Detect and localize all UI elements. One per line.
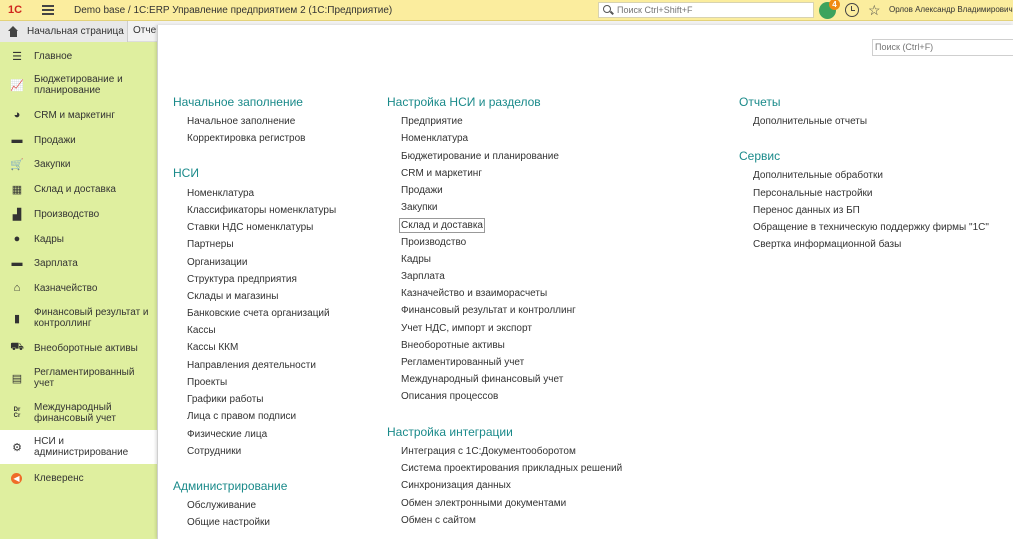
command-link[interactable]: Классификаторы номенклатуры: [187, 205, 337, 216]
sidebar-item-payroll[interactable]: [0, 252, 157, 274]
section-title: Сервис: [739, 149, 781, 163]
command-link[interactable]: Продажи: [401, 185, 443, 196]
command-link-focused[interactable]: Склад и доставка: [401, 220, 483, 231]
command-link[interactable]: CRM и маркетинг: [401, 168, 482, 179]
section-title: Настройка НСИ и разделов: [387, 95, 541, 109]
person-icon: ●: [13, 233, 21, 245]
wallet-icon: ▬: [11, 257, 23, 269]
command-link[interactable]: Обращение в техническую поддержку фирмы "1С": [753, 222, 989, 233]
sidebar-item-label: Бюджетирование и планирование: [34, 74, 123, 96]
panel-search[interactable]: [872, 39, 1013, 56]
command-link[interactable]: Закупки: [401, 202, 438, 213]
command-link[interactable]: Склады и магазины: [187, 291, 279, 302]
command-link[interactable]: Производство: [401, 237, 467, 248]
command-link[interactable]: Международный финансовый учет: [401, 374, 564, 385]
cart-icon: 🛒: [10, 158, 24, 171]
command-link[interactable]: Графики работы: [187, 394, 264, 405]
sidebar-item-label: Зарплата: [34, 257, 78, 269]
title-bar: [0, 0, 1013, 21]
tab-home[interactable]: [0, 21, 128, 42]
global-search[interactable]: [598, 2, 814, 18]
command-link[interactable]: Бюджетирование и планирование: [401, 151, 559, 162]
current-user[interactable]: Орлов Александр Владимирович: [889, 5, 1013, 14]
cash-icon: ▬: [11, 134, 23, 146]
sidebar-item-regulated-accounting[interactable]: [0, 365, 157, 391]
sidebar-item-warehouse[interactable]: [0, 178, 157, 200]
sidebar-item-sales[interactable]: [0, 129, 157, 151]
favorites-star-icon[interactable]: ☆: [868, 2, 881, 18]
command-link[interactable]: Система проектирования прикладных решений: [401, 463, 623, 474]
chart-icon: 📈: [10, 79, 24, 92]
sidebar-item-purchases[interactable]: [0, 153, 157, 175]
sidebar-item-nsi-admin[interactable]: [0, 430, 157, 464]
sidebar-item-label: Регламентированный учет: [34, 367, 135, 389]
command-link[interactable]: Обмен электронными документами: [401, 498, 567, 509]
command-link[interactable]: Обслуживание: [187, 500, 257, 511]
bars-icon: ▮: [13, 312, 21, 325]
command-link[interactable]: Интеграция с 1С:Документооборотом: [401, 446, 576, 457]
sidebar-item-label: Склад и доставка: [34, 183, 116, 195]
1c-logo: 1С: [8, 4, 23, 16]
command-link[interactable]: Направления деятельности: [187, 360, 316, 371]
section-title: НСИ: [173, 166, 199, 180]
notifications-badge: 4: [829, 0, 840, 10]
sidebar-item-crm[interactable]: [0, 104, 157, 126]
command-link[interactable]: Казначейство и взаиморасчеты: [401, 288, 548, 299]
sidebar-item-label: Финансовый результат и контроллинг: [34, 307, 149, 329]
pie-icon: ◕: [13, 109, 21, 121]
section-title: Настройка интеграции: [387, 425, 513, 439]
panel-search-input[interactable]: [875, 42, 1013, 52]
history-icon[interactable]: [845, 3, 859, 17]
command-link[interactable]: Синхронизация данных: [401, 480, 511, 491]
command-link[interactable]: Начальное заполнение: [187, 116, 296, 127]
command-link[interactable]: Кассы ККМ: [187, 342, 239, 353]
command-link[interactable]: Банковские счета организаций: [187, 308, 330, 319]
sidebar-item-ifrs[interactable]: [0, 400, 157, 426]
command-link[interactable]: Зарплата: [401, 271, 445, 282]
command-link[interactable]: Учет НДС, импорт и экспорт: [401, 323, 532, 334]
section-title: Администрирование: [173, 479, 288, 493]
tab-home-label: Начальная страница: [27, 26, 124, 37]
search-icon: [602, 4, 614, 16]
sidebar-item-label: Закупки: [34, 158, 71, 170]
command-link[interactable]: Сотрудники: [187, 446, 242, 457]
truck-icon: ⛟: [10, 341, 24, 353]
command-link[interactable]: Свертка информационной базы: [753, 239, 902, 250]
command-link[interactable]: Проекты: [187, 377, 228, 388]
command-link[interactable]: Дополнительные отчеты: [753, 116, 868, 127]
dr-cr-icon: Dr Cr: [13, 407, 21, 419]
section-title: Отчеты: [739, 95, 781, 109]
factory-icon: ▟: [12, 208, 22, 221]
command-link[interactable]: Корректировка регистров: [187, 133, 306, 144]
sidebar-item-label: Производство: [34, 208, 100, 220]
sidebar-item-treasury[interactable]: [0, 277, 157, 299]
menu-list-icon: ☰: [12, 50, 22, 63]
notifications-icon[interactable]: [819, 2, 836, 19]
home-icon: [7, 26, 19, 38]
command-link[interactable]: Кадры: [401, 254, 431, 265]
command-link[interactable]: Перенос данных из БП: [753, 205, 860, 216]
global-search-input[interactable]: [617, 5, 807, 15]
sidebar-item-label: Казначейство: [34, 282, 98, 294]
section-title: Начальное заполнение: [173, 95, 303, 109]
command-link[interactable]: Организации: [187, 257, 248, 268]
section-functions-panel: [157, 25, 1013, 539]
command-link[interactable]: Партнеры: [187, 239, 234, 250]
cleverence-icon: ◀: [11, 473, 22, 484]
sidebar-item-financial-result[interactable]: [0, 305, 157, 331]
sidebar-item-fixed-assets[interactable]: [0, 337, 157, 359]
command-link[interactable]: Номенклатура: [187, 188, 255, 199]
sidebar-item-label: Клеверенс: [34, 472, 84, 484]
sidebar-item-cleverence[interactable]: [0, 467, 157, 489]
ledger-icon: ▤: [11, 372, 23, 385]
grid-icon: ▦: [11, 183, 23, 196]
sidebar-item-label: Продажи: [34, 134, 76, 146]
sidebar-item-label: Главное: [34, 50, 73, 62]
command-link[interactable]: Общие настройки: [187, 517, 270, 528]
command-link[interactable]: Персональные настройки: [753, 188, 873, 199]
bank-icon: ⌂: [13, 282, 21, 294]
sidebar-item-main[interactable]: [0, 45, 157, 67]
sidebar-item-label: НСИ и администрирование: [34, 436, 129, 458]
command-link[interactable]: Описания процессов: [401, 391, 499, 402]
main-menu-icon[interactable]: [42, 3, 54, 18]
command-link[interactable]: Предприятие: [401, 116, 463, 127]
command-link[interactable]: Финансовый результат и контроллинг: [401, 305, 576, 316]
gear-icon: ⚙: [12, 441, 22, 454]
command-link[interactable]: Номенклатура: [401, 133, 469, 144]
command-link[interactable]: Внеоборотные активы: [401, 340, 505, 351]
command-link[interactable]: Дополнительные обработки: [753, 170, 883, 181]
command-link[interactable]: Структура предприятия: [187, 274, 297, 285]
sidebar-item-label: Кадры: [34, 233, 64, 245]
command-link[interactable]: Регламентированный учет: [401, 357, 525, 368]
command-link[interactable]: Физические лица: [187, 429, 268, 440]
command-link[interactable]: Кассы: [187, 325, 216, 336]
command-link[interactable]: Лица с правом подписи: [187, 411, 297, 422]
tab-reports[interactable]: Отче: [133, 25, 157, 36]
sidebar-item-budgeting[interactable]: [0, 72, 157, 98]
command-link[interactable]: Ставки НДС номенклатуры: [187, 222, 314, 233]
sidebar-item-label: CRM и маркетинг: [34, 109, 115, 121]
sidebar-item-label: Внеоборотные активы: [34, 342, 138, 354]
command-link[interactable]: Обмен с сайтом: [401, 515, 476, 526]
sidebar-item-label: Международный финансовый учет: [34, 402, 116, 424]
sidebar-item-hr[interactable]: [0, 228, 157, 250]
sidebar-item-production[interactable]: [0, 203, 157, 225]
app-title: Demo base / 1С:ERP Управление предприятием 2 (1С:Предприятие): [74, 4, 393, 16]
sections-sidebar: [0, 42, 157, 539]
